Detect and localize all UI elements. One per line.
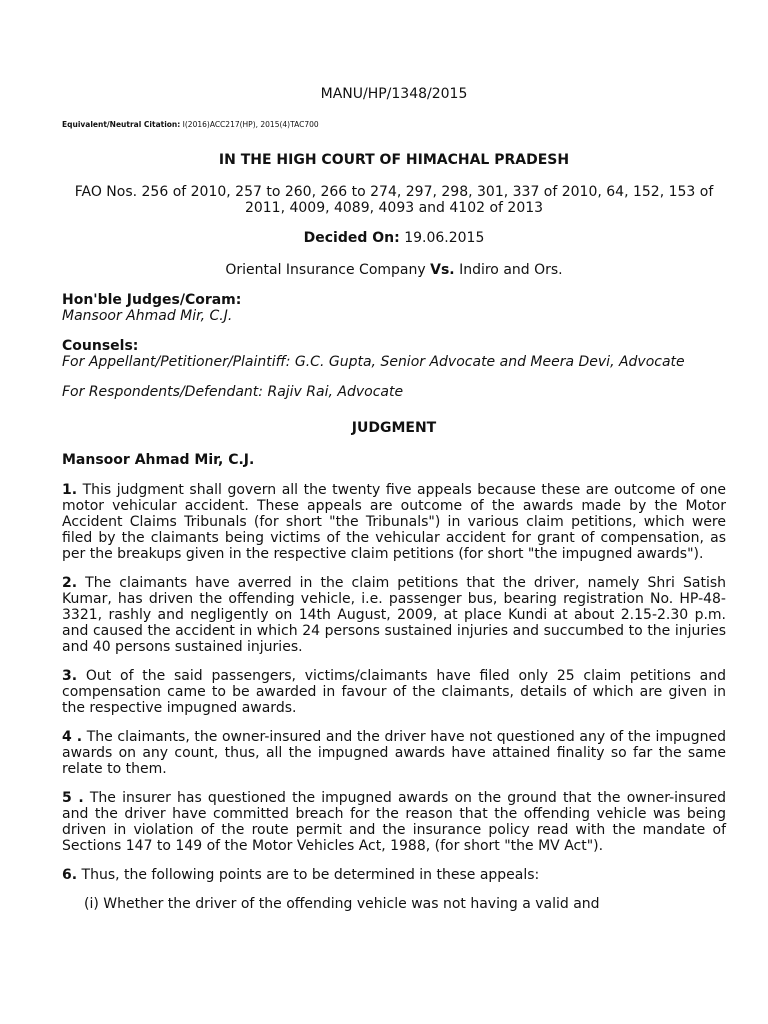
party-petitioner: Oriental Insurance Company bbox=[225, 262, 426, 278]
paragraph-number: 6. bbox=[62, 867, 78, 883]
point-1: (i) Whether the driver of the offending vehicle was not having a valid and bbox=[84, 896, 600, 912]
equivalent-citation bbox=[62, 120, 726, 130]
paragraph-number: 5 . bbox=[62, 790, 84, 806]
citation-label: Equivalent/Neutral Citation: bbox=[62, 120, 181, 129]
judgment-heading: JUDGMENT bbox=[351, 420, 437, 436]
citation-value: I(2016)ACC217(HP), 2015(4)TAC700 bbox=[182, 120, 319, 129]
counsels-label: Counsels: bbox=[62, 338, 139, 354]
court-name: IN THE HIGH COURT OF HIMACHAL PRADESH bbox=[218, 152, 570, 168]
paragraph-text: The claimants have averred in the claim petitions that the driver, namely Shri Satish Kumar, has driven the offending vehicle, i.e. passenger bus, bearing registration No. HP-48-3321, rashly and negligently on 14th August, 2009, at place Kundi at about 2.15-2.30 p.m. and caused the accident in which 24 persons sustained injuries and succumbed to the injuries and 40 persons sustained injuries. bbox=[62, 575, 727, 655]
judge-name: Mansoor Ahmad Mir, C.J. bbox=[62, 452, 255, 468]
judges-value: Mansoor Ahmad Mir, C.J. bbox=[62, 308, 233, 324]
party-respondent: Indiro and Ors. bbox=[459, 262, 563, 278]
paragraph-text: The claimants, the owner-insured and the driver have not questioned any of the impugned awards on any count, thus, all the impugned awards have attained finality so far the same relate to them. bbox=[62, 729, 726, 777]
versus: Vs. bbox=[430, 262, 455, 278]
paragraph-6 bbox=[62, 867, 726, 883]
paragraph-2 bbox=[62, 575, 726, 655]
paragraph-text: Out of the said passengers, victims/claimants have filed only 25 claim petitions and compensation came to be awarded in favour of the claimants, details of which are given in the respective impugned awards. bbox=[62, 668, 727, 716]
paragraph-text: This judgment shall govern all the twenty five appeals because these are outcome of one motor vehicular accident. These appeals are outcome of the awards made by the Motor Accident Claims Tribunals (for short "the Tribunals") in various claim petitions, which were filed by the claimants being victims of the vehicular accident for grant of compensation, as per the breakups given in the respective claim petitions (for short "the impugned awards"). bbox=[62, 482, 726, 562]
paragraph-text: The insurer has questioned the impugned awards on the ground that the owner-insured and the driver have committed breach for the reason that the offending vehicle was being driven in violation of the route permit and the insurance policy read with the mandate of Sections 147 to 149 of the Motor Vehicles Act, 1988, (for short "the MV Act"). bbox=[62, 790, 727, 854]
decided-label: Decided On: bbox=[303, 230, 400, 246]
counsel-respondent: For Respondents/Defendant: Rajiv Rai, Advocate bbox=[62, 384, 404, 400]
paragraph-4 bbox=[62, 729, 726, 777]
paragraph-1 bbox=[62, 482, 726, 562]
paragraph-5 bbox=[62, 790, 726, 854]
counsel-appellant: For Appellant/Petitioner/Plaintiff: G.C. Gupta, Senior Advocate and Meera Devi, Advocate bbox=[62, 354, 685, 370]
manu-citation: MANU/HP/1348/2015 bbox=[320, 86, 468, 102]
paragraph-3 bbox=[62, 668, 726, 716]
parties bbox=[62, 262, 726, 278]
paragraph-number: 2. bbox=[62, 575, 78, 591]
decided-date: 19.06.2015 bbox=[404, 230, 485, 246]
paragraph-number: 4 . bbox=[62, 729, 83, 745]
paragraph-number: 3. bbox=[62, 668, 78, 684]
paragraph-text: Thus, the following points are to be determined in these appeals: bbox=[81, 867, 540, 883]
case-numbers: FAO Nos. 256 of 2010, 257 to 260, 266 to 274, 297, 298, 301, 337 of 2010, 64, 152, 153 of 2011, 4009, 4089, 4093 and 4102 of 2013 bbox=[74, 184, 714, 216]
judges-label: Hon'ble Judges/Coram: bbox=[62, 292, 242, 308]
paragraph-number: 1. bbox=[62, 482, 78, 498]
decided-on bbox=[62, 230, 726, 246]
document-page bbox=[62, 86, 726, 912]
